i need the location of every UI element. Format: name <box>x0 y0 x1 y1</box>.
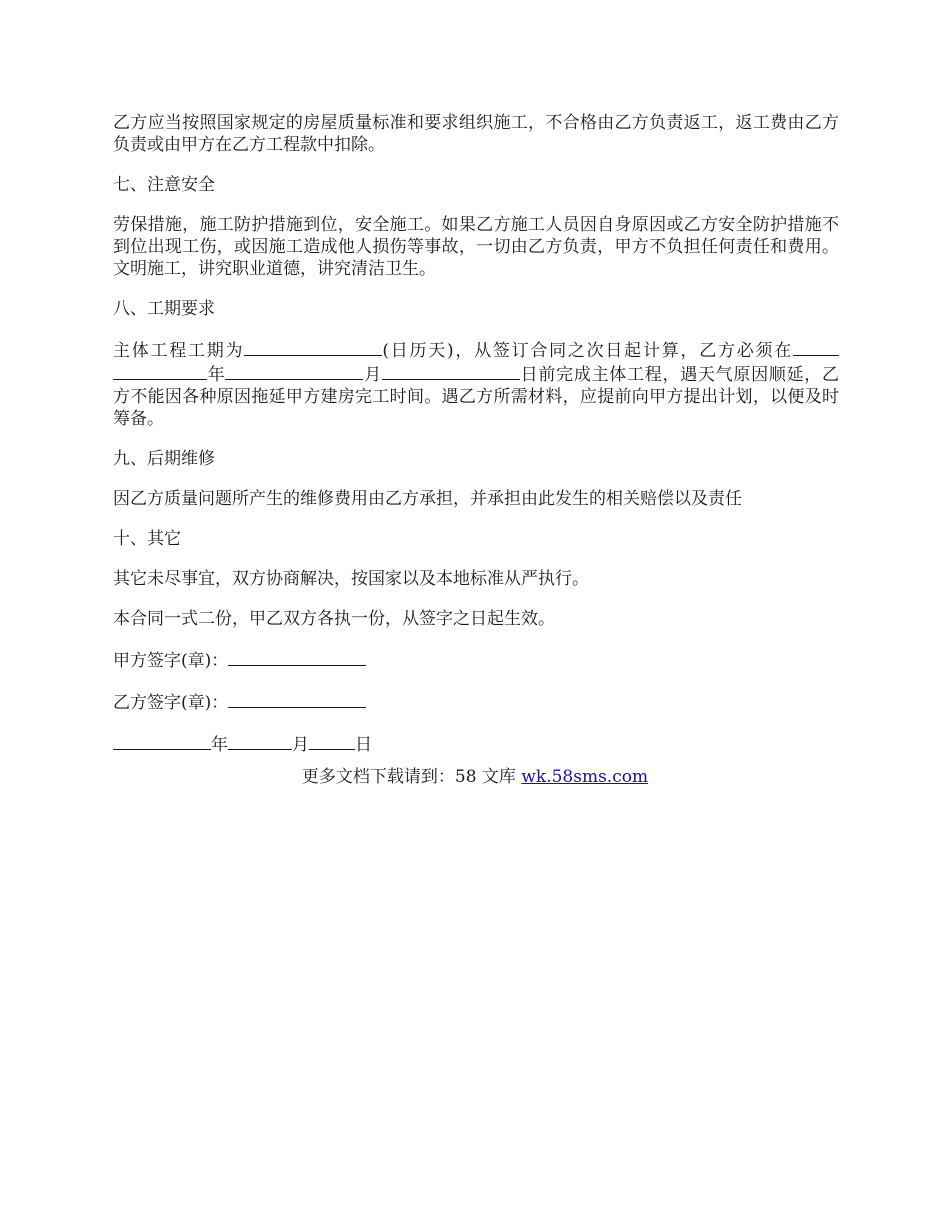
blank-schedule-day <box>382 362 520 380</box>
date-year-label: 年 <box>211 735 228 755</box>
signing-date <box>113 732 839 756</box>
signature-party-a <box>113 648 839 672</box>
date-month-label: 月 <box>292 735 309 755</box>
footer-link[interactable]: wk.58sms.com <box>521 767 649 787</box>
footer-text: 更多文档下载请到：58 文库 <box>301 767 522 787</box>
schedule-year-label: 年 <box>207 365 226 385</box>
heading-other: 十、其它 <box>113 529 181 549</box>
blank-schedule-year <box>113 362 207 380</box>
paragraph-other: 其它未尽事宜，双方协商解决，按国家以及本地标准从严执行。 <box>113 569 589 589</box>
schedule-text-b: (日历天)，从签订合同之次日起计算，乙方必须在 <box>382 341 794 361</box>
paragraph-quality: 乙方应当按照国家规定的房屋质量标准和要求组织施工，不合格由乙方负责返工，返工费由乙方负责或由甲方在乙方工程款中扣除。 <box>113 113 839 155</box>
heading-maintenance: 九、后期维修 <box>113 449 215 469</box>
schedule-month-label: 月 <box>363 365 382 385</box>
blank-signature-b <box>228 690 366 708</box>
blank-date-year <box>113 732 211 750</box>
paragraph-schedule <box>113 338 839 430</box>
schedule-text-a: 主体工程工期为 <box>113 341 245 361</box>
signature-party-b <box>113 690 839 714</box>
schedule-text-c: 日前完成主体工程，遇天气原因顺延，乙方不能因各种原因拖延甲方建房完工时间。遇乙方所需材料，应提前向甲方提出计划，以便及时筹备。 <box>113 365 840 429</box>
blank-date-month <box>228 732 292 750</box>
blank-date-day <box>309 732 355 750</box>
heading-schedule: 八、工期要求 <box>113 299 215 319</box>
signature-party-b-label: 乙方签字(章)： <box>113 693 229 713</box>
date-day-label: 日 <box>355 735 372 755</box>
paragraph-safety: 劳保措施，施工防护措施到位，安全施工。如果乙方施工人员因自身原因或乙方安全防护措施不到位出现工伤，或因施工造成他人损伤等事故，一切由乙方负责，甲方不负担任何责任和费用。文明施工，讲究职业道德，讲究清洁卫生。 <box>113 215 839 279</box>
blank-schedule-lead <box>793 338 839 356</box>
document-body <box>113 112 839 774</box>
blank-duration <box>244 338 382 356</box>
signature-party-a-label: 甲方签字(章)： <box>113 651 229 671</box>
footer <box>0 766 950 788</box>
paragraph-copies: 本合同一式二份，甲乙双方各执一份，从签字之日起生效。 <box>113 609 555 629</box>
paragraph-maintenance: 因乙方质量问题所产生的维修费用由乙方承担，并承担由此发生的相关赔偿以及责任 <box>113 489 742 509</box>
blank-schedule-month <box>225 362 363 380</box>
heading-safety: 七、注意安全 <box>113 175 215 195</box>
blank-signature-a <box>228 648 366 666</box>
